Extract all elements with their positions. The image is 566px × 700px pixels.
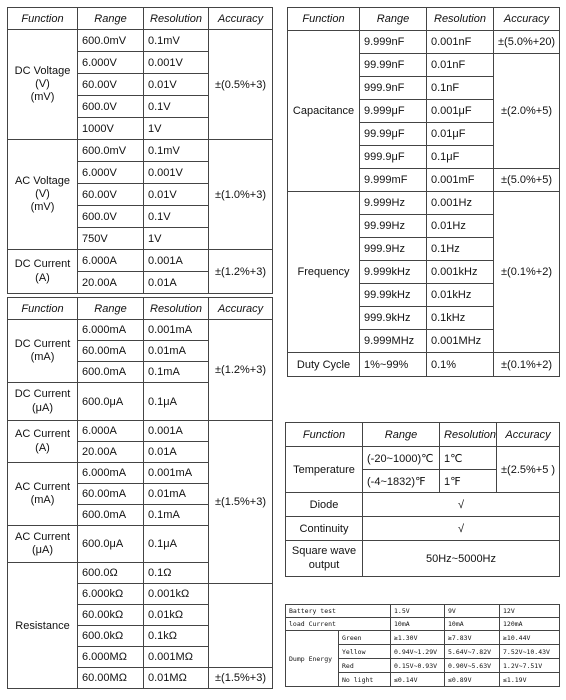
resolution-cell: 0.01V: [144, 184, 209, 206]
dump-energy-label: Dump Energy: [286, 631, 339, 687]
resolution-cell: 0.01μF: [427, 123, 494, 146]
header-function: Function: [8, 298, 78, 320]
resolution-cell: 0.1V: [144, 206, 209, 228]
range-cell: 6.000MΩ: [78, 647, 144, 668]
range-cell: 999.9nF: [360, 77, 427, 100]
range-cell: 60.00kΩ: [78, 605, 144, 626]
capacitance-accuracy-1: ±(5.0%+20): [494, 31, 560, 54]
resolution-cell: 0.1nF: [427, 77, 494, 100]
dc-current-ua-function: DC Current (μA): [8, 383, 78, 421]
temperature-accuracy: ±(2.5%+5 ): [497, 447, 560, 493]
resolution-cell: 0.001μF: [427, 100, 494, 123]
capacitance-accuracy-3: ±(5.0%+5): [494, 169, 560, 192]
resolution-cell: 1℉: [440, 470, 497, 493]
resolution-cell: 0.1kHz: [427, 307, 494, 330]
header-accuracy: Accuracy: [209, 298, 273, 320]
resolution-cell: 0.01Hz: [427, 215, 494, 238]
resolution-cell: 0.001A: [144, 421, 209, 442]
range-cell: 1%~99%: [360, 353, 427, 377]
range-cell: 600.0Ω: [78, 563, 144, 584]
indicator-color: No light: [339, 673, 391, 687]
range-cell: 60.00MΩ: [78, 668, 144, 689]
resolution-cell: 1℃: [440, 447, 497, 470]
header-resolution: Resolution: [144, 298, 209, 320]
resolution-cell: 0.1Ω: [144, 563, 209, 584]
header-resolution: Resolution: [427, 8, 494, 31]
temperature-function: Temperature: [286, 447, 363, 493]
battery-voltage-1: 1.5V: [391, 605, 445, 618]
header-function: Function: [288, 8, 360, 31]
range-cell: 6.000A: [78, 250, 144, 272]
ac-current-ma-function: AC Current (mA): [8, 463, 78, 526]
header-accuracy: Accuracy: [209, 8, 273, 30]
resolution-cell: 0.001V: [144, 162, 209, 184]
frequency-accuracy: ±(0.1%+2): [494, 192, 560, 353]
square-wave-range: 50Hz~5000Hz: [363, 541, 560, 577]
threshold-cell: 5.64V~7.82V: [445, 645, 500, 659]
range-cell: 600.0mA: [78, 505, 144, 526]
threshold-cell: 0.94V~1.29V: [391, 645, 445, 659]
resolution-cell: 0.01kHz: [427, 284, 494, 307]
load-current-1: 10mA: [391, 618, 445, 631]
indicator-color: Red: [339, 659, 391, 673]
range-cell: 600.0mV: [78, 30, 144, 52]
resolution-cell: 1V: [144, 228, 209, 250]
range-cell: 750V: [78, 228, 144, 250]
range-cell: 9.999Hz: [360, 192, 427, 215]
range-cell: 60.00V: [78, 184, 144, 206]
dc-voltage-function: DC Voltage (V) (mV): [8, 30, 78, 140]
range-cell: 6.000V: [78, 52, 144, 74]
resolution-cell: 0.1μA: [144, 383, 209, 421]
resolution-cell: 0.001A: [144, 250, 209, 272]
load-current-2: 10mA: [445, 618, 500, 631]
range-cell: 6.000kΩ: [78, 584, 144, 605]
resolution-cell: 0.001nF: [427, 31, 494, 54]
range-cell: 99.99kHz: [360, 284, 427, 307]
range-cell: 60.00V: [78, 74, 144, 96]
range-cell: 999.9kHz: [360, 307, 427, 330]
resolution-cell: 0.1%: [427, 353, 494, 377]
resolution-cell: 0.01A: [144, 272, 209, 294]
threshold-cell: ≥10.44V: [500, 631, 560, 645]
load-current-3: 120mA: [500, 618, 560, 631]
dc-current-a-function: DC Current (A): [8, 250, 78, 294]
range-cell: 999.9μF: [360, 146, 427, 169]
header-function: Function: [286, 423, 363, 447]
header-range: Range: [363, 423, 440, 447]
resolution-cell: 0.01kΩ: [144, 605, 209, 626]
range-cell: 20.00A: [78, 442, 144, 463]
capacitance-function: Capacitance: [288, 31, 360, 192]
resolution-cell: 0.1mA: [144, 505, 209, 526]
square-wave-function: Square wave output: [286, 541, 363, 577]
dc-voltage-accuracy: ±(0.5%+3): [209, 30, 273, 140]
resolution-cell: 0.01MΩ: [144, 668, 209, 689]
dc-current-ma-function: DC Current (mA): [8, 320, 78, 383]
resolution-cell: 0.1mA: [144, 362, 209, 383]
resolution-cell: 0.01mA: [144, 341, 209, 362]
threshold-cell: 0.90V~5.63V: [445, 659, 500, 673]
range-cell: 600.0mA: [78, 362, 144, 383]
resolution-cell: 0.001kΩ: [144, 584, 209, 605]
range-cell: 600.0V: [78, 206, 144, 228]
indicator-color: Green: [339, 631, 391, 645]
range-cell: (-20~1000)℃: [363, 447, 440, 470]
range-cell: 6.000mA: [78, 320, 144, 341]
resolution-cell: 0.001mA: [144, 320, 209, 341]
resolution-cell: 0.1kΩ: [144, 626, 209, 647]
temperature-misc-table: [285, 422, 560, 577]
resolution-cell: 0.1mV: [144, 30, 209, 52]
diode-check-mark: √: [363, 493, 560, 517]
range-cell: 999.9Hz: [360, 238, 427, 261]
range-cell: 600.0mV: [78, 140, 144, 162]
range-cell: 6.000mA: [78, 463, 144, 484]
indicator-color: Yellow: [339, 645, 391, 659]
range-cell: 99.99μF: [360, 123, 427, 146]
header-range: Range: [78, 8, 144, 30]
header-accuracy: Accuracy: [497, 423, 560, 447]
duty-cycle-accuracy: ±(0.1%+2): [494, 353, 560, 377]
resolution-cell: 0.01nF: [427, 54, 494, 77]
resolution-cell: 0.001kHz: [427, 261, 494, 284]
ac-current-ua-function: AC Current (μA): [8, 526, 78, 563]
range-cell: 600.0V: [78, 96, 144, 118]
range-cell: 99.99nF: [360, 54, 427, 77]
resistance-high-accuracy: ±(1.5%+3): [209, 668, 273, 689]
continuity-check-mark: √: [363, 517, 560, 541]
resolution-cell: 0.01A: [144, 442, 209, 463]
ac-voltage-function: AC Voltage (V) (mV): [8, 140, 78, 250]
diode-function: Diode: [286, 493, 363, 517]
current-resistance-table: [7, 297, 273, 689]
threshold-cell: 1.2V~7.51V: [500, 659, 560, 673]
resolution-cell: 0.01mA: [144, 484, 209, 505]
battery-voltage-2: 9V: [445, 605, 500, 618]
threshold-cell: 7.52V~10.43V: [500, 645, 560, 659]
resolution-cell: 0.001MΩ: [144, 647, 209, 668]
threshold-cell: ≤0.14V: [391, 673, 445, 687]
threshold-cell: ≥7.83V: [445, 631, 500, 645]
range-cell: 9.999mF: [360, 169, 427, 192]
range-cell: 99.99Hz: [360, 215, 427, 238]
range-cell: 60.00mA: [78, 484, 144, 505]
resolution-cell: 0.001Hz: [427, 192, 494, 215]
resolution-cell: 0.1V: [144, 96, 209, 118]
header-resolution: Resolution: [440, 423, 497, 447]
resolution-cell: 0.001MHz: [427, 330, 494, 353]
capacitance-frequency-table: [287, 7, 560, 377]
resolution-cell: 0.001V: [144, 52, 209, 74]
resolution-cell: 0.1μA: [144, 526, 209, 563]
header-resolution: Resolution: [144, 8, 209, 30]
continuity-function: Continuity: [286, 517, 363, 541]
range-cell: 6.000V: [78, 162, 144, 184]
range-cell: 9.999nF: [360, 31, 427, 54]
battery-voltage-3: 12V: [500, 605, 560, 618]
dc-ac-voltage-table: [7, 7, 273, 294]
dc-current-accuracy: ±(1.2%+3): [209, 320, 273, 421]
ac-current-accuracy: ±(1.5%+3): [209, 421, 273, 584]
header-range: Range: [78, 298, 144, 320]
range-cell: 6.000A: [78, 421, 144, 442]
header-range: Range: [360, 8, 427, 31]
threshold-cell: ≤1.19V: [500, 673, 560, 687]
frequency-function: Frequency: [288, 192, 360, 353]
resolution-cell: 0.01V: [144, 74, 209, 96]
battery-test-table: [285, 604, 560, 687]
range-cell: 600.0μA: [78, 383, 144, 421]
range-cell: 600.0kΩ: [78, 626, 144, 647]
resolution-cell: 0.001mA: [144, 463, 209, 484]
battery-test-label: Battery test: [286, 605, 391, 618]
duty-cycle-function: Duty Cycle: [288, 353, 360, 377]
range-cell: 20.00A: [78, 272, 144, 294]
ac-voltage-accuracy: ±(1.0%+3): [209, 140, 273, 250]
load-current-label: load Current: [286, 618, 391, 631]
resistance-function: Resistance: [8, 563, 78, 689]
range-cell: 9.999kHz: [360, 261, 427, 284]
resolution-cell: 1V: [144, 118, 209, 140]
resolution-cell: 0.1Hz: [427, 238, 494, 261]
threshold-cell: 0.15V~0.93V: [391, 659, 445, 673]
range-cell: 60.00mA: [78, 341, 144, 362]
ac-current-a-function: AC Current (A): [8, 421, 78, 463]
resolution-cell: 0.1μF: [427, 146, 494, 169]
range-cell: (-4~1832)℉: [363, 470, 440, 493]
threshold-cell: ≤0.89V: [445, 673, 500, 687]
range-cell: 1000V: [78, 118, 144, 140]
header-accuracy: Accuracy: [494, 8, 560, 31]
range-cell: 600.0μA: [78, 526, 144, 563]
dc-current-a-accuracy: ±(1.2%+3): [209, 250, 273, 294]
range-cell: 9.999μF: [360, 100, 427, 123]
resolution-cell: 0.001mF: [427, 169, 494, 192]
resolution-cell: 0.1mV: [144, 140, 209, 162]
header-function: Function: [8, 8, 78, 30]
threshold-cell: ≥1.30V: [391, 631, 445, 645]
capacitance-accuracy-2: ±(2.0%+5): [494, 54, 560, 169]
range-cell: 9.999MHz: [360, 330, 427, 353]
